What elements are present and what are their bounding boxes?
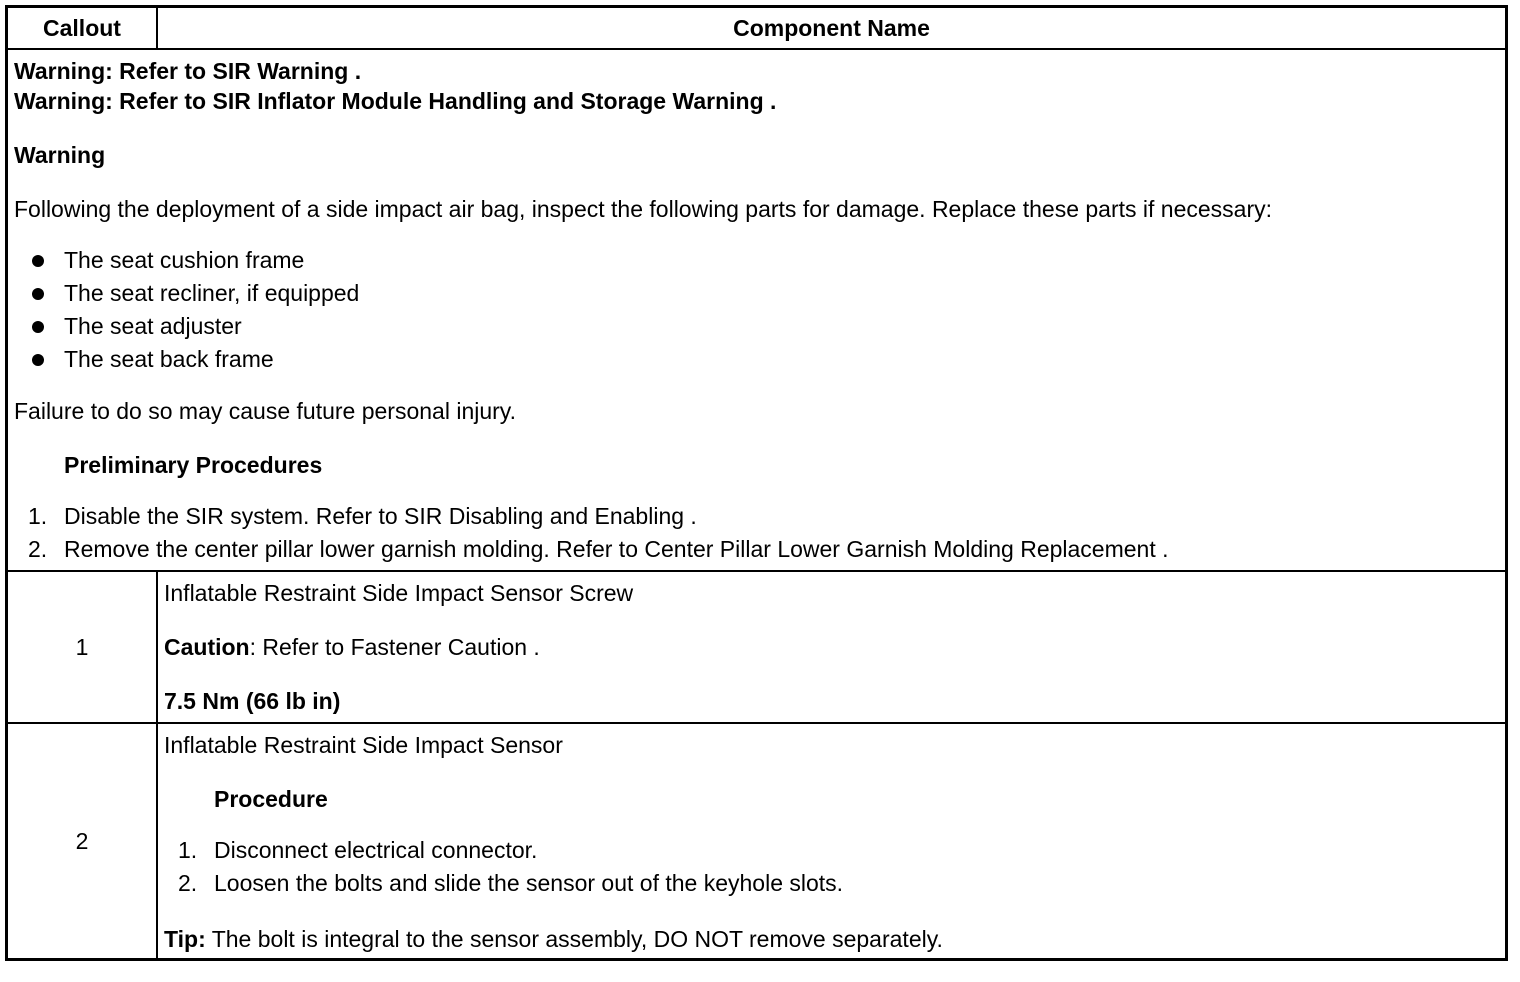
table-row bbox=[7, 571, 1507, 723]
intro-cell bbox=[7, 49, 1507, 571]
caution-line: Caution: Refer to Fastener Caution . bbox=[164, 634, 540, 660]
component-table bbox=[5, 5, 1508, 961]
preliminary-title: Preliminary Procedures bbox=[64, 452, 323, 478]
list-item: The seat back frame bbox=[14, 343, 1499, 376]
component-name: Inflatable Restraint Side Impact Sensor bbox=[164, 732, 563, 758]
inspect-parts-list bbox=[14, 244, 1499, 376]
list-item: 2. Loosen the bolts and slide the sensor out of the keyhole slots. bbox=[178, 870, 844, 896]
list-item: The seat cushion frame bbox=[14, 244, 1499, 277]
torque-spec: 7.5 Nm (66 lb in) bbox=[164, 688, 341, 714]
list-item: 2. Remove the center pillar lower garnish molding. Refer to Center Pillar Lower Garnish Molding Replacement . bbox=[28, 536, 1169, 562]
procedure-steps bbox=[164, 834, 1499, 900]
warning-inflator: Warning: Refer to SIR Inflator Module Handling and Storage Warning . bbox=[14, 88, 777, 114]
component-cell bbox=[157, 571, 1507, 723]
procedure-title: Procedure bbox=[214, 786, 328, 812]
intro-row bbox=[7, 49, 1507, 571]
table-row bbox=[7, 723, 1507, 960]
warning-title: Warning bbox=[14, 142, 106, 168]
component-name: Inflatable Restraint Side Impact Sensor Screw bbox=[164, 580, 634, 606]
list-item: 1. Disable the SIR system. Refer to SIR Disabling and Enabling . bbox=[28, 503, 697, 529]
callout-number: 2 bbox=[7, 723, 158, 960]
preliminary-steps bbox=[14, 500, 1499, 566]
list-item: 1. Disconnect electrical connector. bbox=[178, 837, 538, 863]
bullet-icon bbox=[32, 321, 44, 333]
bullet-icon bbox=[32, 255, 44, 267]
warning-text: Following the deployment of a side impact air bag, inspect the following parts for damage. Replace these parts if necessary: bbox=[14, 196, 1273, 222]
warning-sir: Warning: Refer to SIR Warning . bbox=[14, 58, 362, 84]
bullet-icon bbox=[32, 288, 44, 300]
callout-number: 1 bbox=[7, 571, 158, 723]
list-item: The seat adjuster bbox=[14, 310, 1499, 343]
header-component-name: Component Name bbox=[157, 7, 1507, 50]
component-cell bbox=[157, 723, 1507, 960]
tip-line: Tip: The bolt is integral to the sensor assembly, DO NOT remove separately. bbox=[164, 926, 943, 952]
failure-text: Failure to do so may cause future personal injury. bbox=[14, 398, 516, 424]
header-callout: Callout bbox=[7, 7, 158, 50]
list-item: The seat recliner, if equipped bbox=[14, 277, 1499, 310]
table-header-row bbox=[7, 7, 1507, 50]
bullet-icon bbox=[32, 354, 44, 366]
